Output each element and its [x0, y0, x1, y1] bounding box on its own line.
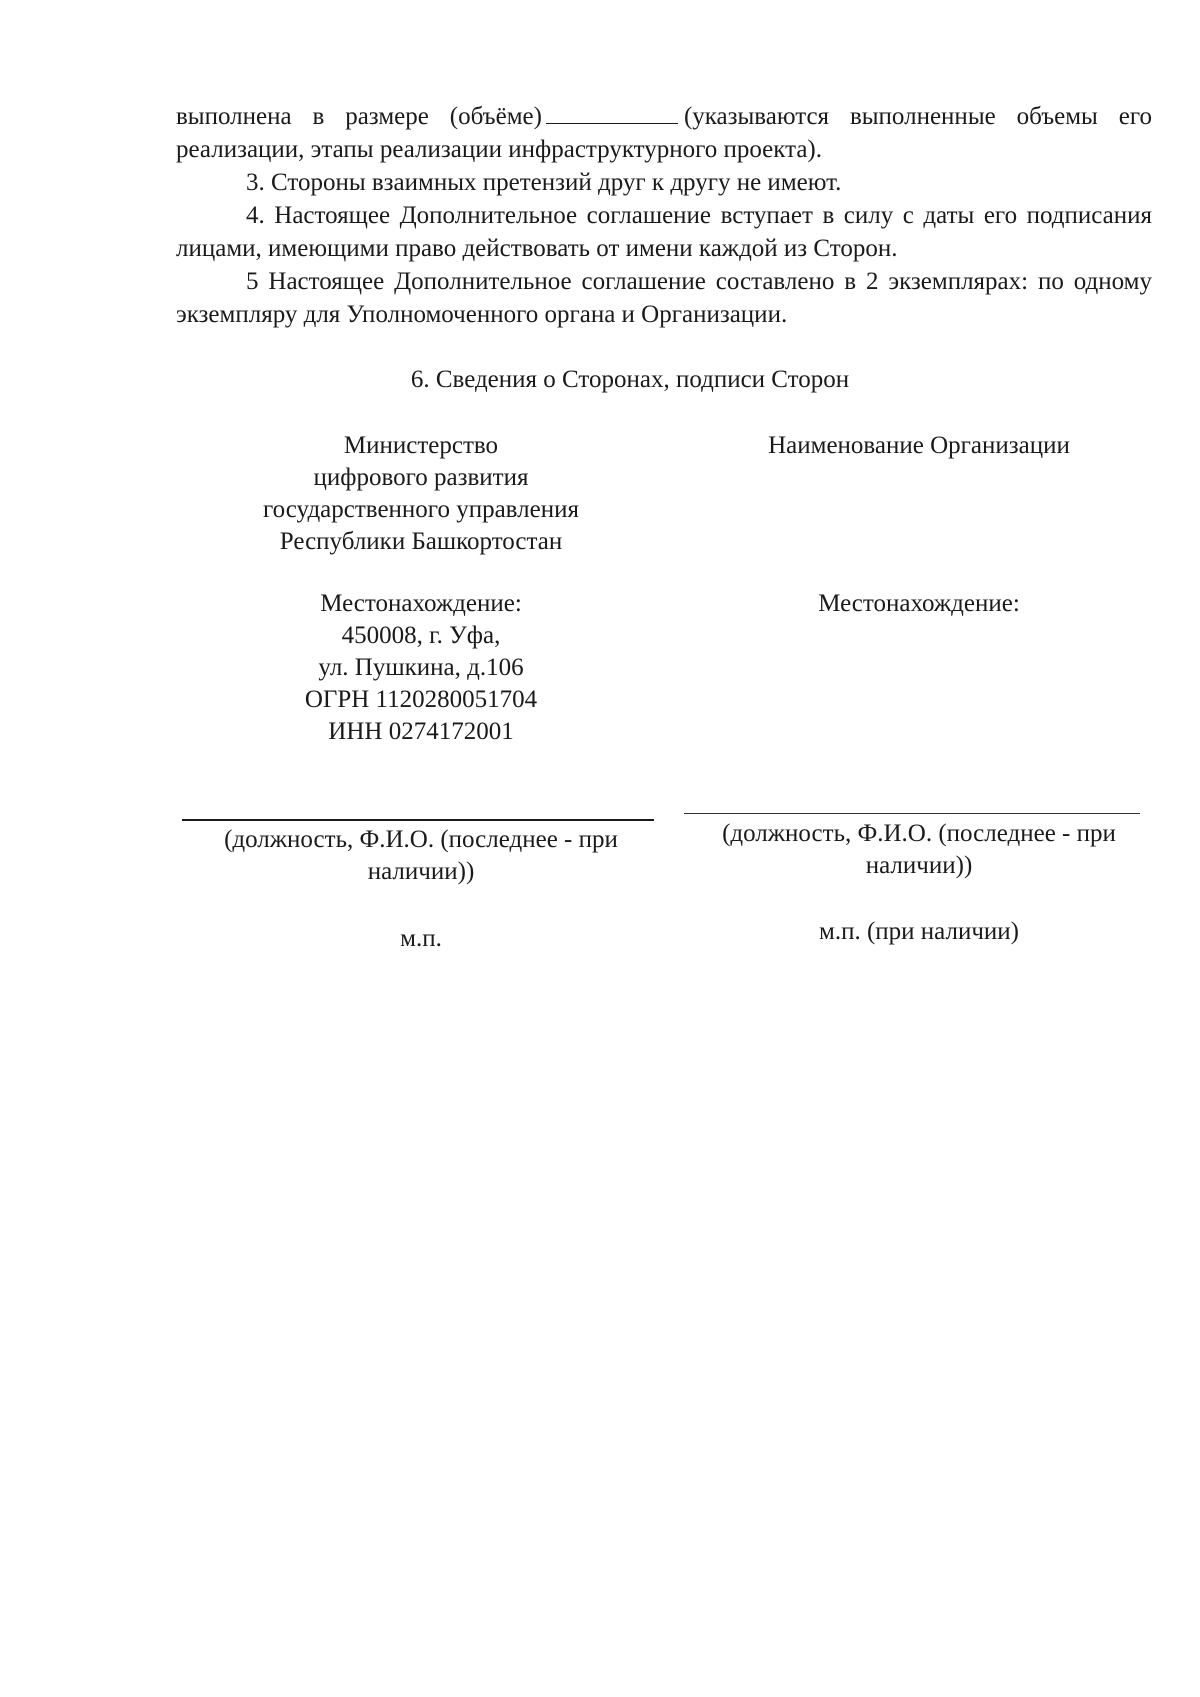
left-signature-line	[182, 819, 654, 821]
left-address-line: 450008, г. Уфа,	[341, 622, 501, 649]
right-stamp-label	[686, 916, 1152, 948]
left-party-name-line: цифрового развития	[313, 464, 529, 491]
paragraph-3: 3. Стороны взаимных претензий друг к другу не имеют.	[246, 169, 842, 196]
right-party-name	[686, 430, 1152, 462]
left-address-line: ул. Пушкина, д.106	[318, 654, 524, 681]
right-signature-line	[684, 813, 1140, 814]
left-signature-caption	[176, 824, 666, 888]
right-party-name-line: Наименование Организации	[768, 432, 1070, 459]
right-stamp-text: м.п. (при наличии)	[819, 918, 1019, 945]
paragraph-5: 5 Настоящее Дополнительное соглашение составлено в 2 экземплярах: по одному экземпляру для Уполномоченного органа и Организации.	[176, 268, 1152, 328]
right-signature-caption-line: (должность, Ф.И.О. (последнее - при	[722, 820, 1116, 847]
paragraph-4: 4. Настоящее Дополнительное соглашение вступает в силу с даты его подписания лицами, имеющими право действовать от имени каждой из Сторон.	[176, 202, 1152, 262]
left-stamp-label	[176, 923, 666, 955]
right-signature-caption	[686, 818, 1152, 882]
left-address-line: ИНН 0274172001	[328, 718, 514, 745]
right-address-line: Местонахождение:	[818, 590, 1020, 617]
right-party-column	[686, 0, 1152, 1697]
right-party-address	[686, 588, 1152, 620]
paragraph-2-tail: (указываются выполненные объемы его реализации, этапы реализации инфраструктурного проекта).	[176, 103, 1152, 163]
left-signature-caption-line: (должность, Ф.И.О. (последнее - при	[224, 826, 618, 853]
right-signature-caption-line: наличии))	[865, 852, 973, 879]
left-address-line: Местонахождение:	[320, 590, 522, 617]
left-party-name-line: Министерство	[343, 432, 499, 459]
left-party-name-line: Республики Башкортостан	[279, 528, 563, 555]
left-party-address	[176, 588, 666, 748]
left-party-name	[176, 430, 666, 558]
left-party-column	[176, 0, 666, 1697]
section-title: 6. Сведения о Сторонах, подписи Сторон	[410, 366, 850, 393]
left-signature-caption-line: наличии))	[367, 858, 475, 885]
left-address-line: ОГРН 1120280051704	[304, 686, 538, 713]
left-party-name-line: государственного управления	[263, 496, 579, 523]
paragraph-2-lead: выполнена в размере (объёме)	[176, 103, 542, 130]
left-stamp-text: м.п.	[400, 925, 442, 952]
